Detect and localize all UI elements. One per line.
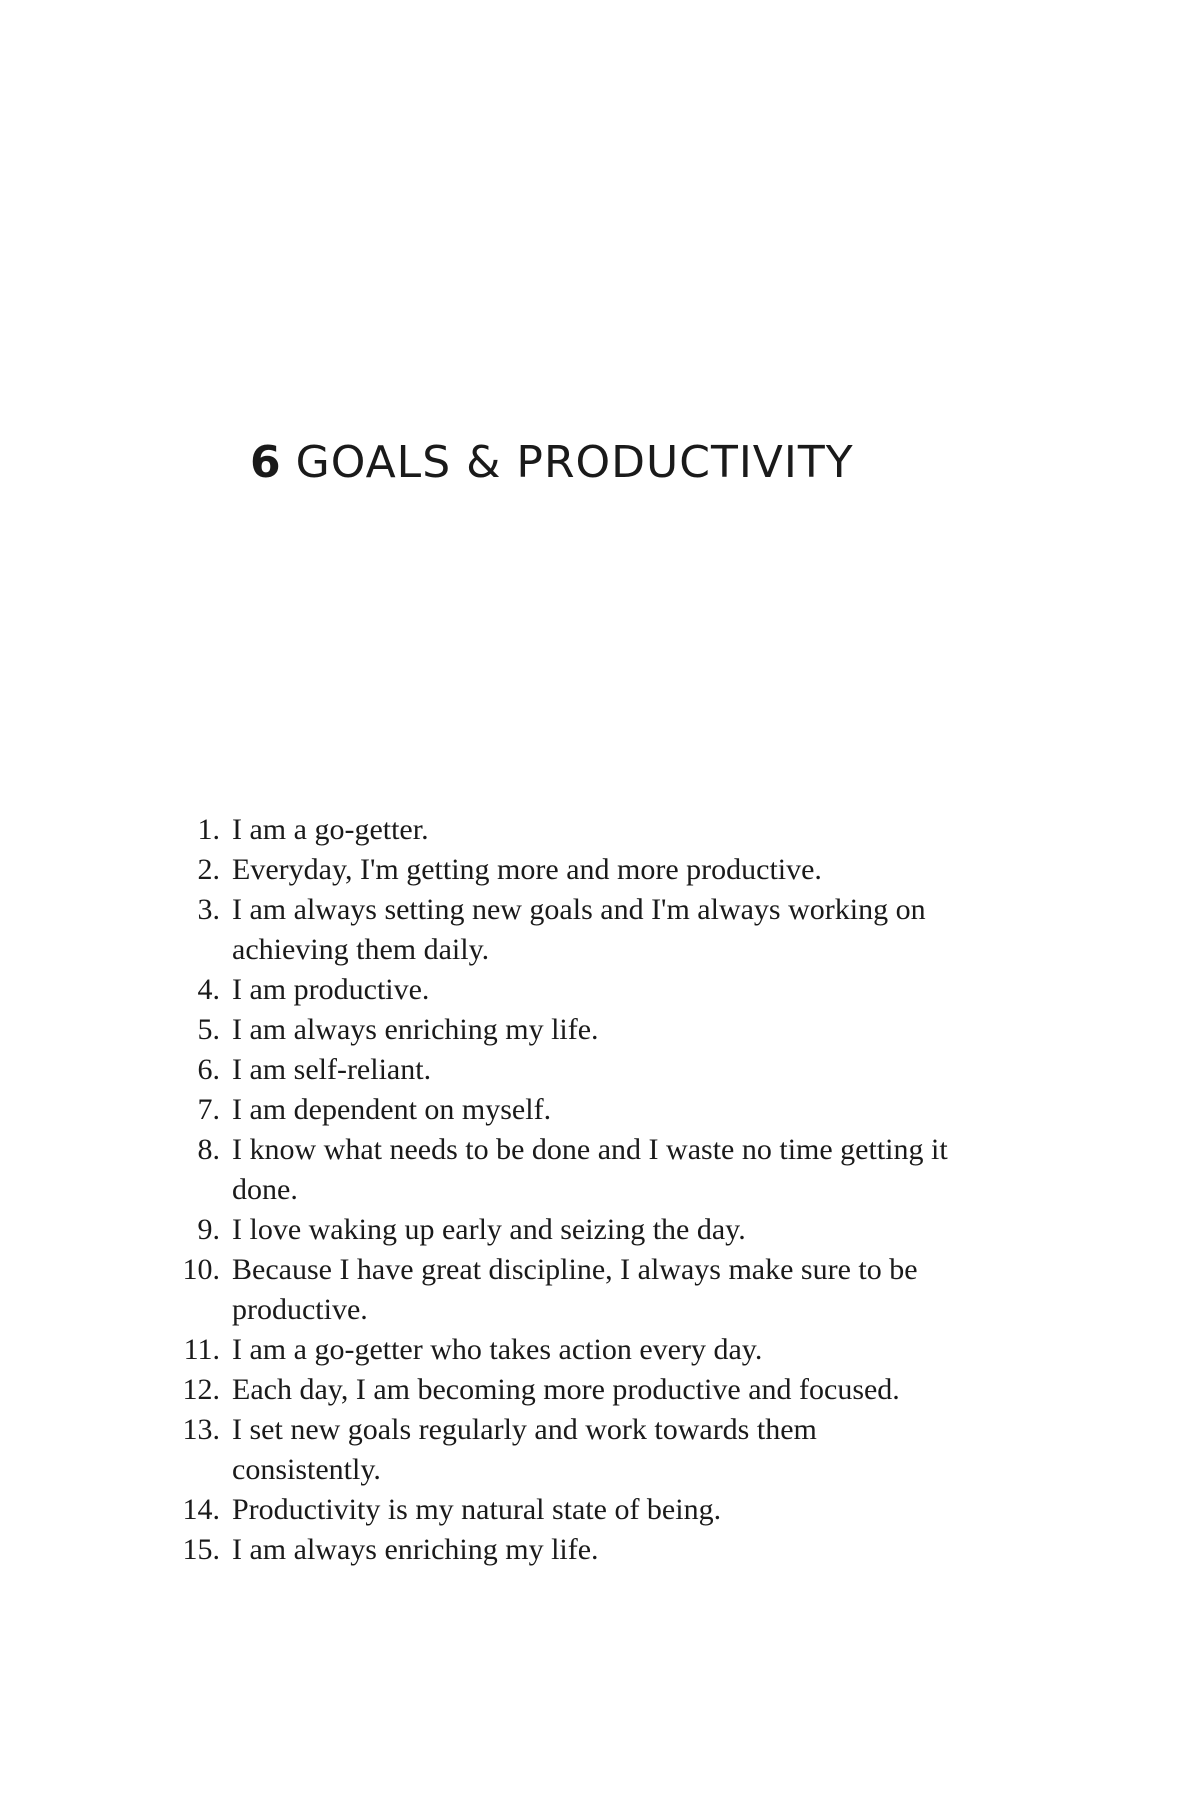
list-item [172, 970, 972, 1010]
list-item [172, 1090, 972, 1130]
item-number: 9. [197, 1213, 220, 1246]
item-text: I love waking up early and seizing the day. [232, 1213, 746, 1246]
item-number: 5. [197, 1013, 220, 1046]
item-text: Productivity is my natural state of being. [232, 1493, 722, 1526]
list-item [172, 1250, 972, 1330]
item-text: Everyday, I'm getting more and more productive. [232, 853, 822, 886]
list-item [172, 1010, 972, 1050]
item-text: I am a go-getter who takes action every day. [232, 1333, 763, 1366]
item-number: 4. [197, 973, 220, 1006]
item-text: Because I have great discipline, I always make sure to be productive. [232, 1253, 918, 1326]
item-number: 12. [182, 1373, 220, 1406]
item-number: 11. [183, 1333, 220, 1366]
list-item [172, 1210, 972, 1250]
item-number: 13. [182, 1413, 220, 1446]
item-number: 7. [197, 1093, 220, 1126]
list-item [172, 1050, 972, 1090]
list-item [172, 1490, 972, 1530]
item-number: 1. [197, 813, 220, 846]
chapter-title: GOALS & PRODUCTIVITY [295, 437, 854, 488]
item-number: 2. [197, 853, 220, 886]
item-number: 3. [197, 893, 220, 926]
affirmation-list [172, 810, 972, 1570]
item-text: Each day, I am becoming more productive and focused. [232, 1373, 900, 1406]
list-item [172, 810, 972, 850]
list-item [172, 890, 972, 970]
item-number: 6. [197, 1053, 220, 1086]
list-item [172, 1370, 972, 1410]
item-number: 15. [182, 1533, 220, 1566]
list-item [172, 1410, 972, 1490]
item-number: 14. [182, 1493, 220, 1526]
item-text: I am always enriching my life. [232, 1533, 599, 1566]
item-number: 8. [197, 1133, 220, 1166]
chapter-number: 6 [250, 437, 282, 488]
item-text: I am self-reliant. [232, 1053, 432, 1086]
item-text: I know what needs to be done and I waste no time getting it done. [232, 1133, 948, 1206]
chapter-heading [250, 435, 854, 491]
item-text: I am dependent on myself. [232, 1093, 552, 1126]
list-item [172, 1130, 972, 1210]
list-item [172, 1530, 972, 1570]
item-number: 10. [182, 1253, 220, 1286]
item-text: I am always enriching my life. [232, 1013, 599, 1046]
list-item [172, 850, 972, 890]
item-text: I am a go-getter. [232, 813, 429, 846]
item-text: I am always setting new goals and I'm always working on achieving them daily. [232, 893, 926, 966]
item-text: I set new goals regularly and work towards them consistently. [232, 1413, 817, 1486]
item-text: I am productive. [232, 973, 430, 1006]
list-item [172, 1330, 972, 1370]
